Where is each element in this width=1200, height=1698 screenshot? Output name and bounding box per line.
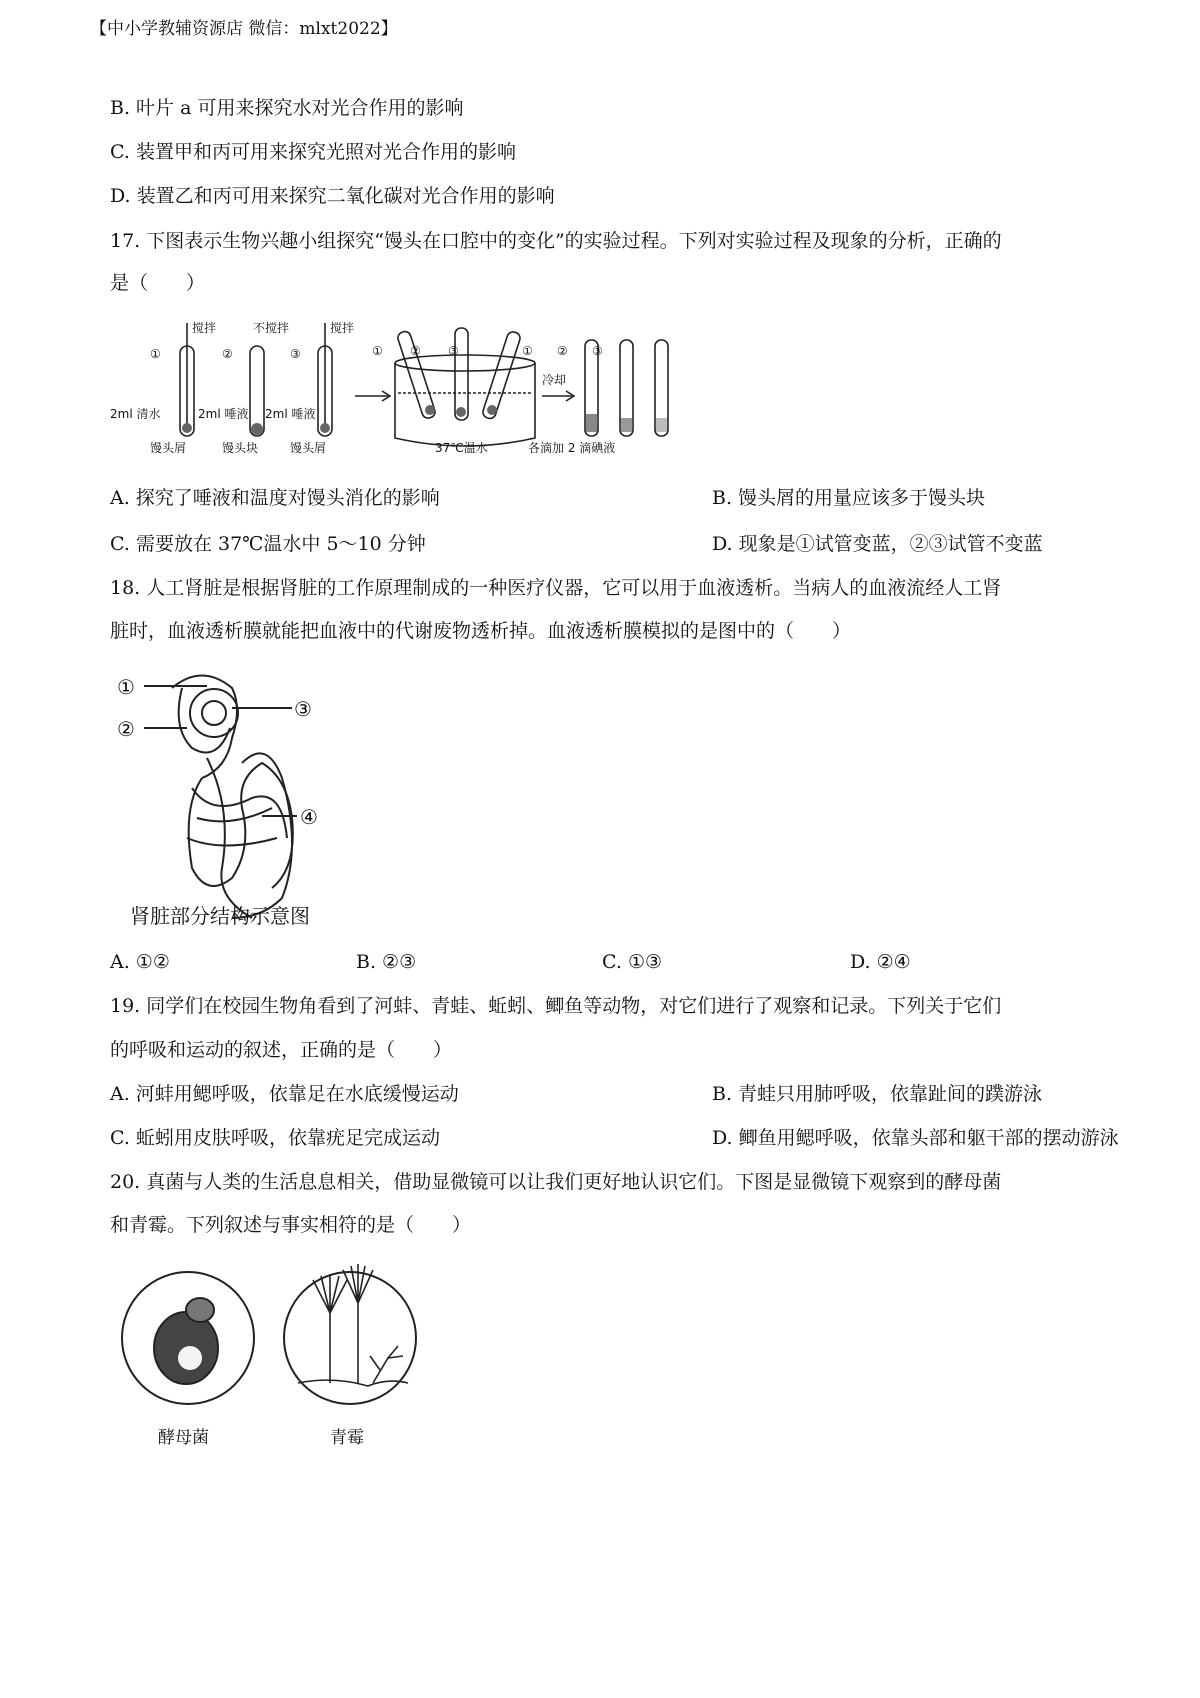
q20-stem-line2: 和青霉。下列叙述与事实相符的是（ ）	[110, 1214, 472, 1236]
q18-option-b: B. ②③	[356, 951, 417, 973]
q18-option-c: C. ①③	[602, 951, 663, 973]
q20-fungi-figure	[118, 1258, 448, 1458]
q18-stem-line1: 18. 人工肾脏是根据肾脏的工作原理制成的一种医疗仪器，它可以用于血液透析。当病人的血液流经人工肾	[110, 577, 1002, 599]
q20-stem-line1: 20. 真菌与人类的生活息息相关，借助显微镜可以让我们更好地认识它们。下图是显微镜下观察到的酵母菌	[110, 1171, 1002, 1193]
q17-stir-label-1: 搅拌	[192, 321, 217, 335]
q19-option-c: C. 蚯蚓用皮肤呼吸，依靠疣足完成运动	[110, 1127, 440, 1149]
q17-stir-label-3: 搅拌	[330, 321, 355, 335]
q17-option-b: B. 馒头屑的用量应该多于馒头块	[712, 487, 986, 509]
q16-option-c: C. 装置甲和丙可用来探究光照对光合作用的影响	[110, 141, 516, 163]
q17-options-row2	[110, 531, 1043, 557]
q19-options-row1	[110, 1081, 1043, 1107]
q18-option-d: D. ②④	[850, 951, 911, 973]
q19-stem-line2: 的呼吸和运动的叙述，正确的是（ ）	[110, 1039, 453, 1061]
q17-no-stir-label: 不搅拌	[253, 321, 290, 335]
q17-final-tube2: ②	[557, 344, 568, 358]
page-header-watermark: 【中小学教辅资源店 微信：mlxt2022】	[90, 19, 398, 39]
q20-penicillium-label: 青霉	[330, 1428, 364, 1448]
q18-figure-caption: 肾脏部分结构示意图	[130, 904, 310, 928]
q17-tube1-liquid: 2ml 清水	[110, 407, 161, 421]
q18-label-3: ③	[294, 697, 312, 721]
q17-options-row1	[110, 485, 986, 511]
q18-stem-line2: 脏时，血液透析膜就能把血液中的代谢废物透析掉。血液透析膜模拟的是图中的（ ）	[110, 620, 852, 642]
q17-option-c: C. 需要放在 37℃温水中 5～10 分钟	[110, 533, 426, 555]
q16-option-d: D. 装置乙和丙可用来探究二氧化碳对光合作用的影响	[110, 185, 555, 207]
q17-final-tube1: ①	[522, 344, 533, 358]
q17-bath-tube1: ①	[372, 344, 383, 358]
q17-tube3-content: 馒头屑	[290, 441, 327, 455]
q19-options-row2	[110, 1125, 1119, 1151]
q17-tube2-content: 馒头块	[222, 441, 259, 455]
q18-kidney-figure	[112, 668, 372, 938]
q17-bath-tube2: ②	[410, 344, 421, 358]
q17-experiment-figure	[110, 318, 690, 468]
q17-tube2-liquid: 2ml 唾液	[198, 407, 249, 421]
q19-option-a: A. 河蚌用鳃呼吸，依靠足在水底缓慢运动	[110, 1083, 459, 1105]
q17-tube3-liquid: 2ml 唾液	[265, 407, 316, 421]
q17-final-tube3: ③	[592, 344, 603, 358]
q17-stem-line2: 是（ ）	[110, 272, 206, 294]
q19-stem-line1: 19. 同学们在校园生物角看到了河蚌、青蛙、蚯蚓、鲫鱼等动物，对它们进行了观察和记录。下列关于它们	[110, 995, 1002, 1017]
q17-option-a: A. 探究了唾液和温度对馒头消化的影响	[110, 487, 440, 509]
q16-option-b: B. 叶片 a 可用来探究水对光合作用的影响	[110, 97, 464, 119]
penicillium-drawing	[298, 1264, 408, 1386]
q18-options-row	[110, 949, 911, 975]
q17-tube3-number: ③	[290, 347, 301, 361]
q20-yeast-label: 酵母菌	[158, 1428, 209, 1448]
q18-label-2: ②	[117, 717, 135, 741]
yeast-cell-drawing	[154, 1298, 218, 1384]
q17-tube2-number: ②	[222, 347, 233, 361]
q17-tube1-content: 馒头屑	[150, 441, 187, 455]
q17-iodine-label: 各滴加 2 滴碘液	[528, 441, 616, 455]
q17-bath-label: 37℃温水	[435, 441, 488, 455]
q17-option-d: D. 现象是①试管变蓝，②③试管不变蓝	[712, 533, 1043, 555]
q18-label-4: ④	[300, 805, 318, 829]
q19-option-d: D. 鲫鱼用鳃呼吸，依靠头部和躯干部的摆动游泳	[712, 1127, 1119, 1149]
q17-bath-tube3: ③	[448, 344, 459, 358]
q17-cool-label: 冷却	[542, 373, 567, 387]
q19-option-b: B. 青蛙只用肺呼吸，依靠趾间的蹼游泳	[712, 1083, 1043, 1105]
q17-tube1-number: ①	[150, 347, 161, 361]
q18-option-a: A. ①②	[110, 951, 170, 973]
q18-label-1: ①	[117, 675, 135, 699]
q17-stem-line1: 17. 下图表示生物兴趣小组探究“馒头在口腔中的变化”的实验过程。下列对实验过程及现象的分析，正确的	[110, 230, 1002, 252]
